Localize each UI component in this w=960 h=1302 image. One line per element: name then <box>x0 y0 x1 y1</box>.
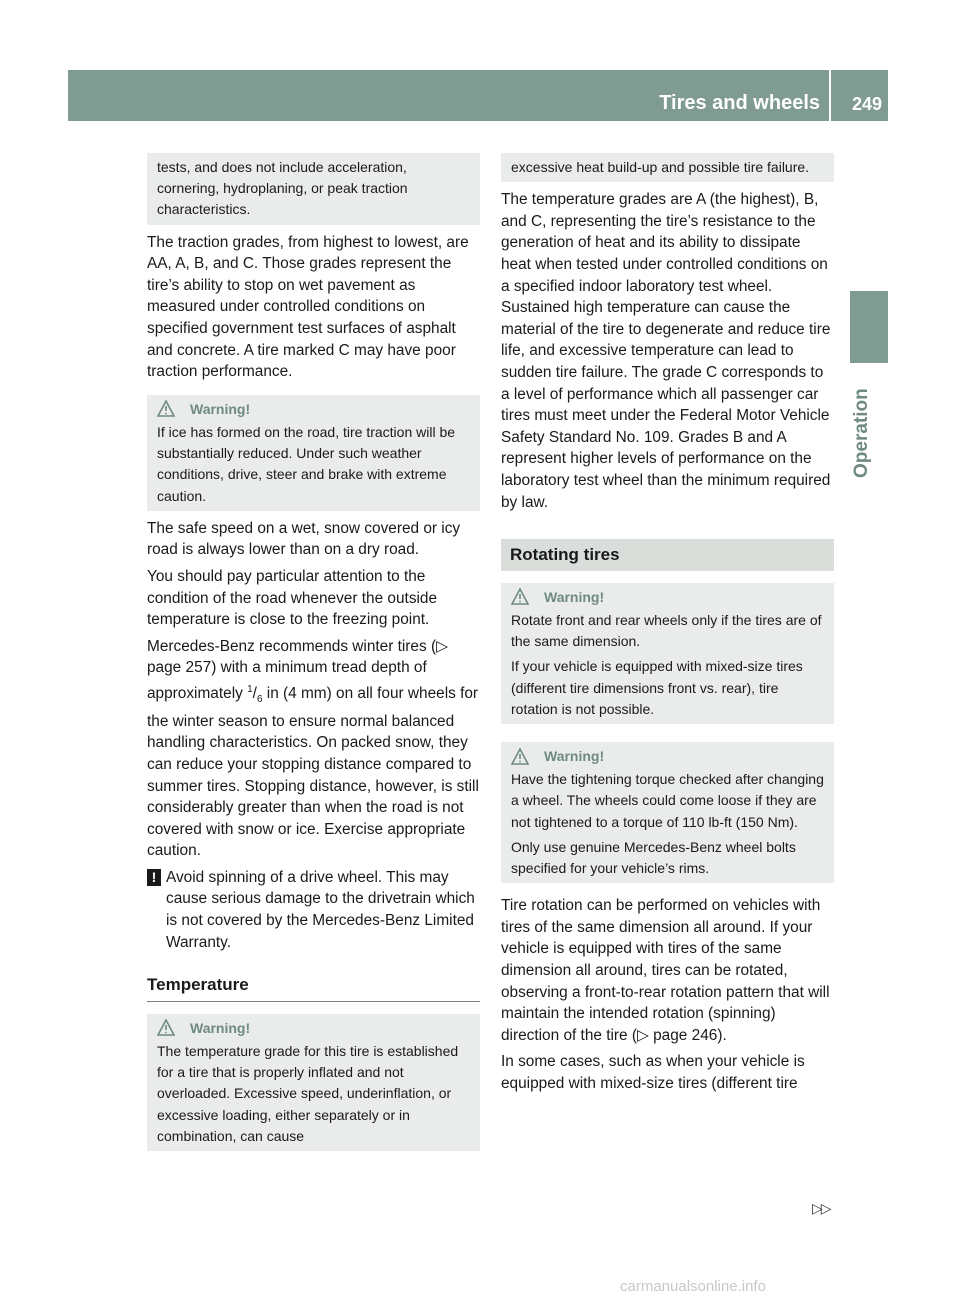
section-heading-rotating-tires: Rotating tires <box>501 539 834 571</box>
warning-title: Warning! <box>544 747 605 764</box>
left-column <box>147 153 480 1158</box>
paragraph-safe-speed: The safe speed on a wet, snow covered or icy road is always lower than on a dry road. <box>147 519 461 559</box>
warning-box-rotation <box>501 583 834 724</box>
warning-text: Rotate front and rear wheels only if the tires are of the same dimension. <box>511 611 822 650</box>
watermark: carmanualsonline.info <box>620 1278 766 1295</box>
paragraph-mixed-size: In some cases, such as when your vehicle is equipped with mixed-size tires (different tire <box>501 1053 805 1092</box>
subheading-temperature: Temperature <box>147 960 480 1002</box>
paragraph-rotation: Tire rotation can be performed on vehicles with tires of the same dimension all around. If your vehicle is equipped with tires of the same dimension all around, tires can be rotated, observing a front-to-rear rotation pattern that will maintain the intended rotation (spinning) direction of the tire (▷ page 246). <box>501 897 830 1044</box>
warning-heading <box>511 587 824 608</box>
continued-warning-box <box>147 153 480 225</box>
warning-text: If your vehicle is equipped with mixed-size tires (different tire dimensions front vs. rear), tire rotation is not possible. <box>511 658 803 717</box>
warning-triangle-icon <box>511 588 539 606</box>
warning-text: Only use genuine Mercedes-Benz wheel bolts specified for your vehicle’s rims. <box>511 838 796 876</box>
header-title: Tires and wheels <box>659 92 820 114</box>
page-header <box>68 70 888 121</box>
page-number: 249 <box>851 94 882 114</box>
warning-title: Warning! <box>544 588 605 605</box>
warning-title: Warning! <box>190 400 251 417</box>
continued-warning-text: excessive heat build-up and possible tire failure. <box>511 159 810 175</box>
paragraph-traction-grades: The traction grades, from highest to lowest, are AA, A, B, and C. Those grades represent the tire’s ability to stop on wet pavement as measured under controlled conditions on specified government test surfaces of asphalt and concrete. A tire marked C may have poor traction performance. <box>147 233 469 381</box>
warning-box-ice <box>147 395 480 511</box>
right-column <box>501 153 834 1099</box>
warning-text: Have the tightening torque checked after changing a wheel. The wheels could come loose if they are not tightened to a torque of 110 lb-ft (150 Nm). <box>511 771 824 830</box>
warning-text: If ice has formed on the road, tire traction will be substantially reduced. Under such weather conditions, drive, steer and brake with extreme caution. <box>157 423 456 504</box>
winter-tires-text-start: Mercedes-Benz recommends winter tires (▷ page 257) with a minimum tread depth of approximately <box>147 637 448 703</box>
continued-warning-box <box>501 153 834 182</box>
header-divider <box>829 70 831 121</box>
note-text: Avoid spinning of a drive wheel. This may cause serious damage to the drivetrain which is not covered by the Mercedes-Benz Limited Warranty. <box>166 868 475 951</box>
continued-warning-text: tests, and does not include acceleration, cornering, hydroplaning, or peak traction characteristics. <box>157 159 408 218</box>
warning-triangle-icon <box>511 748 539 766</box>
warning-triangle-icon <box>157 400 185 418</box>
paragraph-temperature-grades: The temperature grades are A (the highest), B, and C, representing the tire’s resistance to the generation of heat and its ability to dissipate heat when tested under controlled conditions on a specified indoor laboratory test wheel. Sustained high temperature can cause the material of the tire to degenerate and reduce tire life, and excessive temperature can lead to sudden tire failure. The grade C corresponds to a level of performance which all passenger car tires must meet under the Federal Motor Vehicle Safety Standard No. 109. Grades B and A represent higher levels of performance on the laboratory test wheel than the minimum required by law. <box>501 191 831 511</box>
warning-text: The temperature grade for this tire is established for a tire that is properly inflated and not overloaded. Excessive speed, underinflation, or excessive loading, either separately or in combination, can cause <box>157 1043 459 1144</box>
warning-heading <box>157 1018 470 1039</box>
continue-arrow-icon: ▷▷ <box>812 1200 830 1216</box>
warning-box-torque <box>501 742 834 883</box>
side-tab-label: Operation <box>851 388 872 478</box>
winter-tires-text-end: in (4 mm) on all four wheels for the winter season to ensure normal balanced handling characteristics. On packed snow, they can reduce your stopping distance compared to summer tires. Stopping distance, however, is still considerably greater than when the road is not covered with snow or ice. Exercise appropriate caution. <box>147 685 479 860</box>
tread-depth-fraction: $^1/_6$ <box>247 683 263 706</box>
paragraph-winter-tires <box>147 636 480 862</box>
note-drive-wheel <box>147 867 480 953</box>
warning-triangle-icon <box>157 1019 185 1037</box>
side-tab-marker <box>850 291 888 363</box>
paragraph-freezing-point: You should pay particular attention to the condition of the road whenever the outside temperature is close to the freezing point. <box>147 567 438 629</box>
warning-heading <box>511 746 824 767</box>
exclamation-icon: ! <box>147 869 161 886</box>
warning-box-temperature <box>147 1014 480 1151</box>
warning-heading <box>157 399 470 420</box>
warning-title: Warning! <box>190 1019 251 1036</box>
